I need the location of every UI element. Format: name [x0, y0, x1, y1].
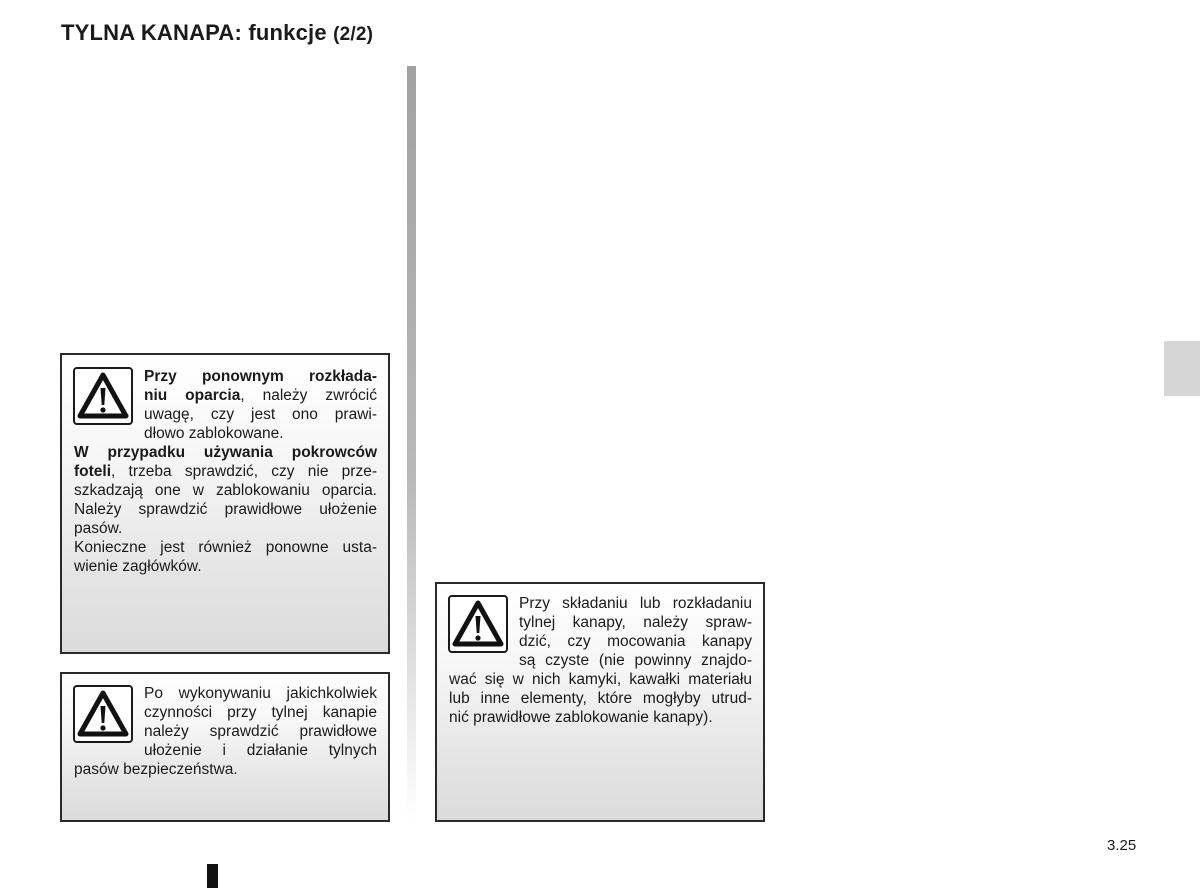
- page-number: 3.25: [1107, 837, 1137, 854]
- page-title: [61, 20, 373, 46]
- warning-text-backrest: Przy ponownym rozkłada- niu oparcia, należy zwrócić uwagę, czy jest ono prawi- dłowo zablokowane. W przypadku używania pokrowców foteli, trzeba sprawdzić, czy nie prze- szkadzają one w zablokowaniu oparcia. Należy sprawdzić prawidłowe ułożenie pasów. Konieczne jest również ponowne usta- wienie zagłówków.: [74, 368, 377, 575]
- page-title-text: TYLNA KANAPA: funkcje: [61, 20, 327, 45]
- warning-bold-text: niu oparcia: [144, 387, 241, 404]
- warning-bold-text: W przypadku używania pokrowców: [74, 444, 377, 461]
- warning-text-belts: Po wykonywaniu jakichkolwiek czynności przy tylnej kanapie należy sprawdzić prawidłowe ułożenie i działanie tylnych pasów bezpieczeństwa.: [74, 685, 377, 778]
- column-divider: [407, 66, 416, 821]
- warning-bold-text: Przy ponownym rozkłada-: [144, 368, 377, 385]
- print-mark: [207, 864, 218, 888]
- page-title-part: (2/2): [333, 24, 374, 45]
- warning-text-folding: Przy składaniu lub rozkładaniu tylnej kanapy, należy spraw- dzić, czy mocowania kanapy są czyste (nie powinny znajdo- wać się w nich kamyki, kawałki materiału lub inne elementy, które mogłyby utrud- nić prawidłowe zablokowanie kanapy).: [449, 595, 752, 726]
- chapter-tab: [1164, 341, 1200, 396]
- warning-box-folding: [435, 582, 765, 822]
- warning-bold-text: foteli: [74, 463, 112, 480]
- warning-box-backrest: [60, 353, 390, 654]
- warning-box-belts: [60, 672, 390, 822]
